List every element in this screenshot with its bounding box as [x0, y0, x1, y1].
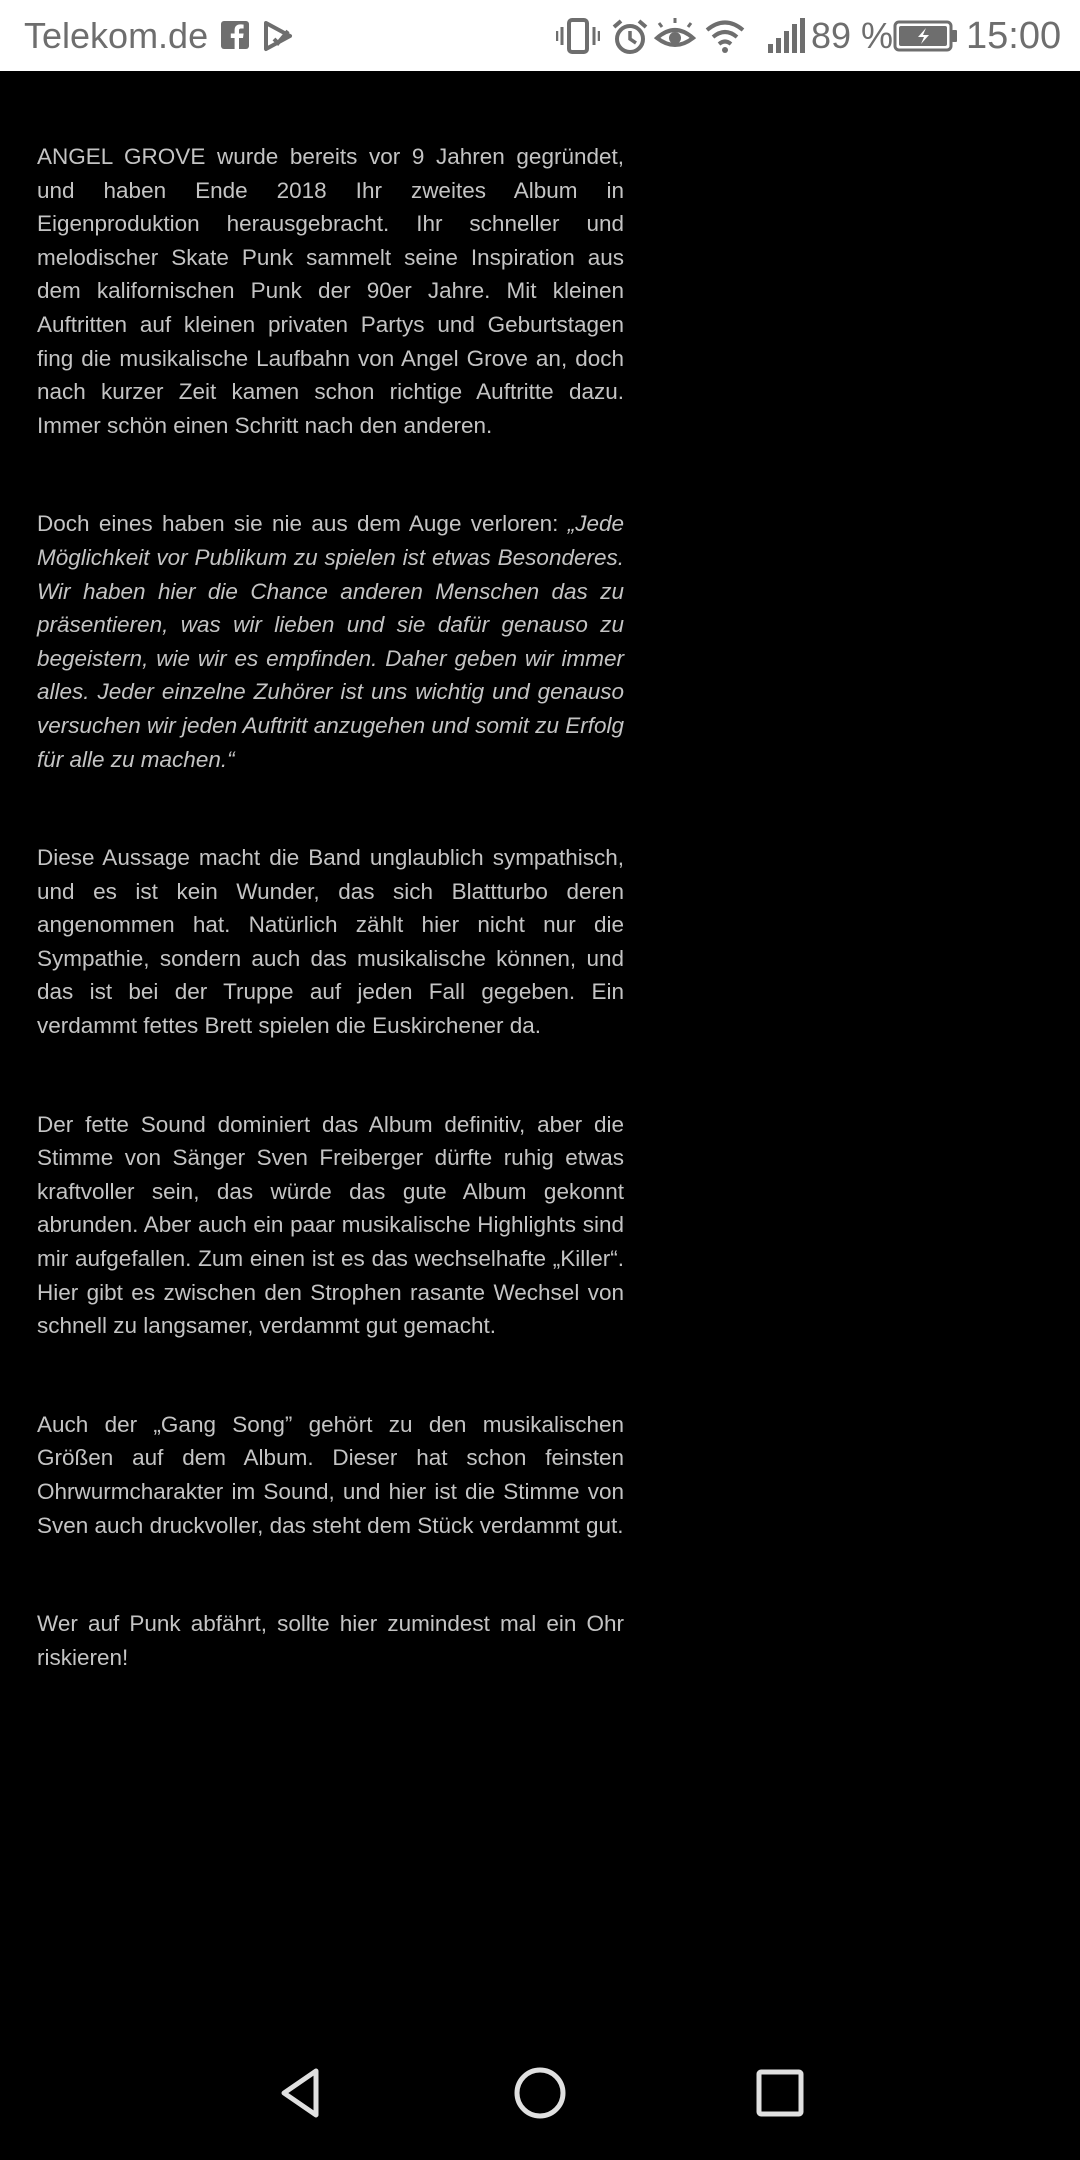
wifi-icon — [704, 17, 742, 55]
vibrate-icon — [556, 17, 594, 55]
facebook-icon — [217, 17, 255, 55]
recents-button[interactable] — [735, 2050, 825, 2140]
article-paragraph-6: Wer auf Punk abfährt, sollte hier zumindest mal ein Ohr riskieren! — [37, 1611, 624, 1670]
recents-icon — [754, 2067, 806, 2124]
home-icon — [512, 2065, 568, 2126]
back-icon — [272, 2065, 328, 2126]
status-bar — [0, 0, 1080, 71]
battery-percent: 89 % — [811, 15, 894, 56]
article-paragraph-2 — [37, 507, 624, 776]
home-button[interactable] — [495, 2050, 585, 2140]
article-paragraph-1: ANGEL GROVE wurde bereits vor 9 Jahren gegründet, und haben Ende 2018 Ihr zweites Album in Eigenproduktion herausgebracht. Ihr schneller und melodischer Skate Punk sammelt seine Inspiration aus dem kalifornischen Punk der 90er Jahre. Mit kleinen Auftritten auf kleinen privaten Partys und Geburtstagen fing die musikalische Laufbahn von Angel Grove an, doch nach kurzer Zeit kamen schon richtige Auftritte dazu. Immer schön einen Schritt nach den anderen. — [37, 144, 624, 438]
signal-icon — [766, 17, 804, 55]
article-paragraph-4: Der fette Sound dominiert das Album definitiv, aber die Stimme von Sänger Sven Freiberger dürfte ruhig etwas kraftvoller sein, das würde das gute Album gekonnt abrunden. Aber auch ein paar musikalische Highlights sind mir aufgefallen. Zum einen ist es das wechselhafte „Killer“. Hier gibt es zwischen den Strophen rasante Wechsel von schnell zu langsamer, verdammt gut gemacht. — [37, 1111, 624, 1339]
eye-comfort-icon — [654, 17, 692, 55]
navigation-bar — [0, 2030, 1080, 2160]
alarm-icon — [610, 17, 648, 55]
play-store-icon — [260, 17, 298, 55]
article-body — [37, 140, 624, 1739]
band-quote: „Jede Möglichkeit vor Publikum zu spielen ist etwas Besonderes. Wir haben hier die Chance anderen Menschen das zu präsentieren, was wir lieben und sie dafür genauso zu begeistern, wie wir es empfinden. Daher geben wir immer alles. Jeder einzelne Zuhörer ist uns wichtig und genauso versuchen wir jeden Auftritt anzugehen und somit zu Erfolg für alle zu machen.“ — [37, 511, 624, 772]
carrier-name: Telekom.de — [24, 15, 209, 56]
quote-intro: Doch eines haben sie nie aus dem Auge verloren: — [37, 511, 568, 537]
battery-charging-icon — [893, 17, 959, 55]
clock-time: 15:00 — [966, 15, 1062, 57]
article-paragraph-5: Auch der „Gang Song” gehört zu den musikalischen Größen auf dem Album. Dieser hat schon feinsten Ohrwurmcharakter im Sound, und hier ist die Stimme von Sven auch druckvoller, das steht dem Stück verdammt gut. — [37, 1411, 624, 1538]
article-paragraph-3: Diese Aussage macht die Band unglaublich sympathisch, und es ist kein Wunder, das sich Blattturbo deren angenommen hat. Natürlich zählt hier nicht nur die Sympathie, sondern auch das musikalische können, und das ist bei der Truppe auf jeden Fall gegeben. Ein verdammt fettes Brett spielen die Euskirchener da. — [37, 845, 624, 1039]
back-button[interactable] — [255, 2050, 345, 2140]
